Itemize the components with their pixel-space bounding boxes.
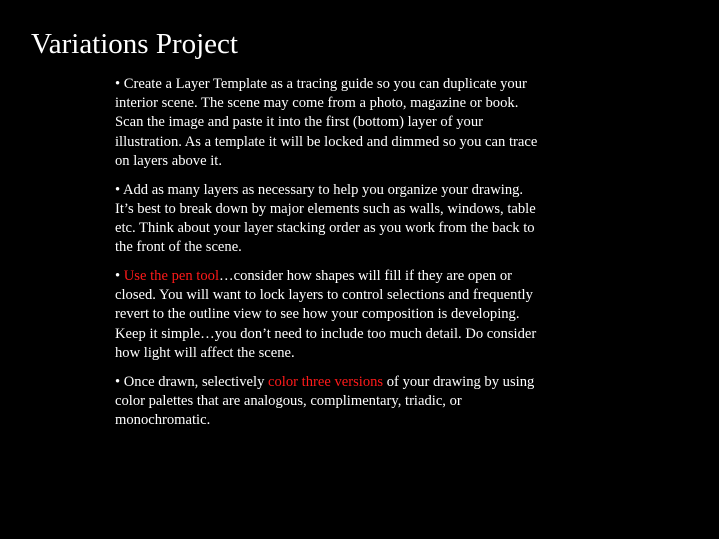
bullet-line [115, 238, 577, 257]
bullet-text: Keep it simple…you don’t need to include too much detail. Do consider [115, 325, 537, 342]
bullet-line [115, 94, 577, 113]
bullet-text: …consider how shapes will fill if they are open or [219, 268, 513, 285]
bullet-line [115, 392, 577, 411]
bullet-text: on layers above it. [115, 152, 222, 169]
bullet-line [115, 411, 577, 430]
bullet-item [115, 75, 577, 171]
bullet-line [115, 267, 577, 286]
bullet-text: It’s best to break down by major elements such as walls, windows, table [115, 200, 536, 217]
bullet-text: • Add as many layers as necessary to help you organize your drawing. [115, 181, 524, 198]
bullet-line [115, 152, 577, 171]
bullet-item [115, 373, 577, 431]
bullet-line [115, 373, 577, 392]
bullet-line [115, 305, 577, 324]
bullet-text: closed. You will want to lock layers to control selections and frequently [115, 287, 533, 304]
bullet-text: • Create a Layer Template as a tracing guide so you can duplicate your [115, 76, 527, 92]
bullet-line [115, 181, 577, 200]
bullet-line [115, 325, 577, 344]
bullet-text: etc. Think about your layer stacking order as you work from the back to [115, 220, 535, 237]
bullet-list [115, 75, 577, 440]
highlighted-text: color three versions [268, 373, 384, 390]
bullet-line [115, 113, 577, 132]
bullet-text: • [115, 268, 124, 285]
bullet-text: of your drawing by using [383, 373, 535, 390]
bullet-line [115, 219, 577, 238]
bullet-line [115, 286, 577, 305]
bullet-text: color palettes that are analogous, complimentary, triadic, or [115, 392, 462, 409]
slide-title: Variations Project [31, 28, 238, 60]
bullet-text: how light will affect the scene. [115, 344, 295, 361]
highlighted-text: Use the pen tool [123, 268, 220, 285]
bullet-line [115, 200, 577, 219]
bullet-line [115, 344, 577, 363]
bullet-text: Scan the image and paste it into the first (bottom) layer of your [115, 114, 483, 131]
bullet-text: interior scene. The scene may come from a photo, magazine or book. [115, 95, 519, 112]
bullet-item [115, 181, 577, 258]
bullet-text: illustration. As a template it will be locked and dimmed so you can trace [115, 133, 538, 150]
bullet-item [115, 267, 577, 363]
bullet-text: the front of the scene. [115, 239, 242, 256]
bullet-line [115, 75, 577, 94]
bullet-text: monochromatic. [115, 412, 211, 429]
bullet-line [115, 133, 577, 152]
bullet-text: revert to the outline view to see how your composition is developing. [115, 306, 520, 323]
bullet-text: • Once drawn, selectively [115, 373, 269, 390]
